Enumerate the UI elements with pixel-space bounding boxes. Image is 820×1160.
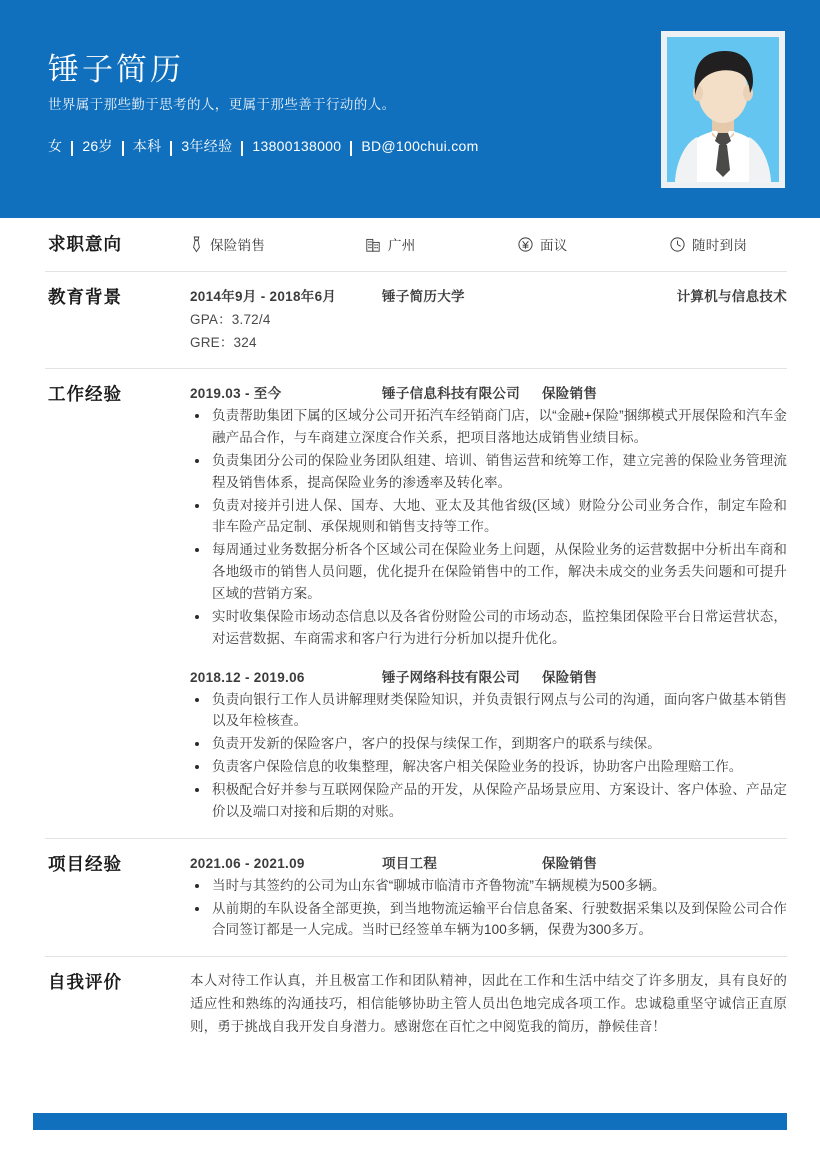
- list-item: 负责集团分公司的保险业务团队组建、培训、销售运营和统筹工作，建立完善的保险业务管理流程及销售体系，提高保险业务的渗透率及转化率。: [190, 450, 787, 494]
- self-evaluation-text: 本人对待工作认真，并且极富工作和团队精神，因此在工作和生活中结交了许多朋友，具有良好的适应性和熟练的沟通技巧，相信能够协助主管人员出色地完成各项工作。忠诚稳重坚守诚信正直原则，勇于挑战自我开发自身潜力。感谢您在百忙之中阅览我的简历，静候佳音！: [190, 973, 787, 1034]
- section-body-work-experience: [190, 382, 787, 824]
- section-education: [0, 271, 820, 368]
- list-item: 当时与其签约的公司为山东省“聊城市临清市齐鲁物流”车辆规模为500多辆。: [190, 875, 787, 897]
- meta-divider: [241, 141, 243, 156]
- section-body-education: [190, 285, 787, 354]
- work-entry-header: [190, 382, 787, 402]
- meta-experience: 3年经验: [181, 138, 233, 154]
- project-date: 2021.06 - 2021.09: [190, 855, 305, 871]
- work-role: 保险销售: [542, 669, 598, 685]
- work-date: 2018.12 - 2019.06: [190, 669, 305, 685]
- meta-degree: 本科: [132, 138, 162, 154]
- education-major: 计算机与信息技术: [676, 288, 787, 304]
- list-item: 负责开发新的保险客户，客户的投保与续保工作，到期客户的联系与续保。: [190, 733, 787, 755]
- work-date: 2019.03 - 至今: [190, 386, 282, 402]
- work-role: 保险销售: [542, 386, 598, 402]
- project-entry-header: [190, 852, 787, 872]
- section-title-self-evaluation: 自我评价: [48, 972, 122, 993]
- yen-icon: [518, 237, 533, 252]
- work-company: 锤子信息科技有限公司: [382, 386, 520, 402]
- intention-position: [190, 234, 366, 254]
- project-entry: [190, 852, 787, 942]
- meta-phone: 13800138000: [252, 138, 342, 154]
- intention-location-label: 广州: [388, 238, 416, 253]
- meta-gender: 女: [48, 138, 63, 154]
- job-intention-row: [190, 232, 787, 254]
- intention-position-label: 保险销售: [210, 238, 266, 253]
- work-bullet-list: [190, 405, 787, 649]
- avatar-illustration-icon: [667, 37, 779, 182]
- section-title-project-experience: 项目经验: [48, 853, 122, 874]
- intention-availability: [670, 234, 747, 254]
- list-item: 从前期的车队设备全部更换，到当地物流运输平台信息备案、行驶数据采集以及到保险公司合作合同签订都是一人完成。当时已经签单车辆为100多辆，保费为300多万。: [190, 898, 787, 942]
- section-body-job-intention: [190, 232, 787, 254]
- meta-email: BD@100chui.com: [361, 138, 479, 154]
- intention-location: [366, 234, 518, 254]
- work-bullet-list: [190, 689, 787, 823]
- meta-divider: [122, 141, 124, 156]
- project-company: 项目工程: [382, 855, 438, 871]
- intention-salary-label: 面议: [540, 238, 568, 253]
- building-icon: [366, 237, 381, 252]
- intention-salary: [518, 234, 670, 254]
- work-entry: [190, 666, 787, 823]
- tie-icon: [190, 236, 203, 253]
- avatar: [661, 31, 785, 188]
- meta-divider: [170, 141, 172, 156]
- work-entry-header: [190, 666, 787, 686]
- section-self-evaluation: [0, 956, 820, 1052]
- section-work-experience: [0, 368, 820, 838]
- section-title-work-experience: 工作经验: [48, 384, 122, 405]
- list-item: 负责帮助集团下属的区域分公司开拓汽车经销商门店，以“金融+保险”捆绑模式开展保险和汽车金融产品合作，与车商建立深度合作关系，把项目落地达成销售业绩目标。: [190, 405, 787, 449]
- list-item: 负责对接并引进人保、国寿、大地、亚太及其他省级(区域）财险分公司业务合作，制定车险和非车险产品定制、承保规则和销售支持等工作。: [190, 495, 787, 539]
- resume-body: [0, 218, 820, 1052]
- list-item: 负责客户保险信息的收集整理，解决客户相关保险业务的投诉，协助客户出险理赔工作。: [190, 756, 787, 778]
- education-gpa: GPA：3.72/4: [190, 311, 271, 327]
- meta-divider: [350, 141, 352, 156]
- footer-accent-bar: [33, 1113, 787, 1130]
- page-title: 锤子简历: [48, 52, 184, 87]
- clock-icon: [670, 237, 685, 252]
- education-gre: GRE：324: [190, 334, 257, 350]
- intention-availability-label: 随时到岗: [692, 238, 748, 253]
- section-body-project-experience: [190, 852, 787, 943]
- work-entry: [190, 382, 787, 649]
- list-item: 每周通过业务数据分析各个区域公司在保险业务上问题，从保险业务的运营数据中分析出车商和各地级市的销售人员问题，优化提升在保险销售中的工作，解决未成交的业务丢失问题和可提升区域的营销方案。: [190, 539, 787, 605]
- section-job-intention: [0, 218, 820, 271]
- header-meta-row: [48, 136, 479, 156]
- section-title-education: 教育背景: [48, 286, 122, 307]
- education-entry-header: [190, 285, 787, 305]
- education-date: 2014年9月 - 2018年6月: [190, 288, 337, 304]
- header-text-block: [48, 52, 628, 115]
- list-item: 实时收集保险市场动态信息以及各省份财险公司的市场动态，监控集团保险平台日常运营状态，对运营数据、车商需求和客户行为进行分析加以提升优化。: [190, 606, 787, 650]
- list-item: 负责向银行工作人员讲解理财类保险知识，并负责银行网点与公司的沟通，面向客户做基本销售以及年检核查。: [190, 689, 787, 733]
- avatar-photo: [667, 37, 779, 182]
- resume-header: [0, 0, 820, 218]
- meta-divider: [71, 141, 73, 156]
- list-item: 积极配合好并参与互联网保险产品的开发，从保险产品场景应用、方案设计、客户体验、产品定价以及端口对接和后期的对账。: [190, 779, 787, 823]
- work-company: 锤子网络科技有限公司: [382, 669, 520, 685]
- section-project-experience: [0, 838, 820, 957]
- section-title-job-intention: 求职意向: [48, 234, 122, 254]
- education-school: 锤子简历大学: [382, 288, 465, 304]
- project-bullet-list: [190, 875, 787, 942]
- project-role: 保险销售: [542, 855, 598, 871]
- header-tagline: 世界属于那些勤于思考的人，更属于那些善于行动的人。: [48, 96, 396, 112]
- section-body-self-evaluation: [190, 970, 787, 1038]
- meta-age: 26岁: [82, 138, 113, 154]
